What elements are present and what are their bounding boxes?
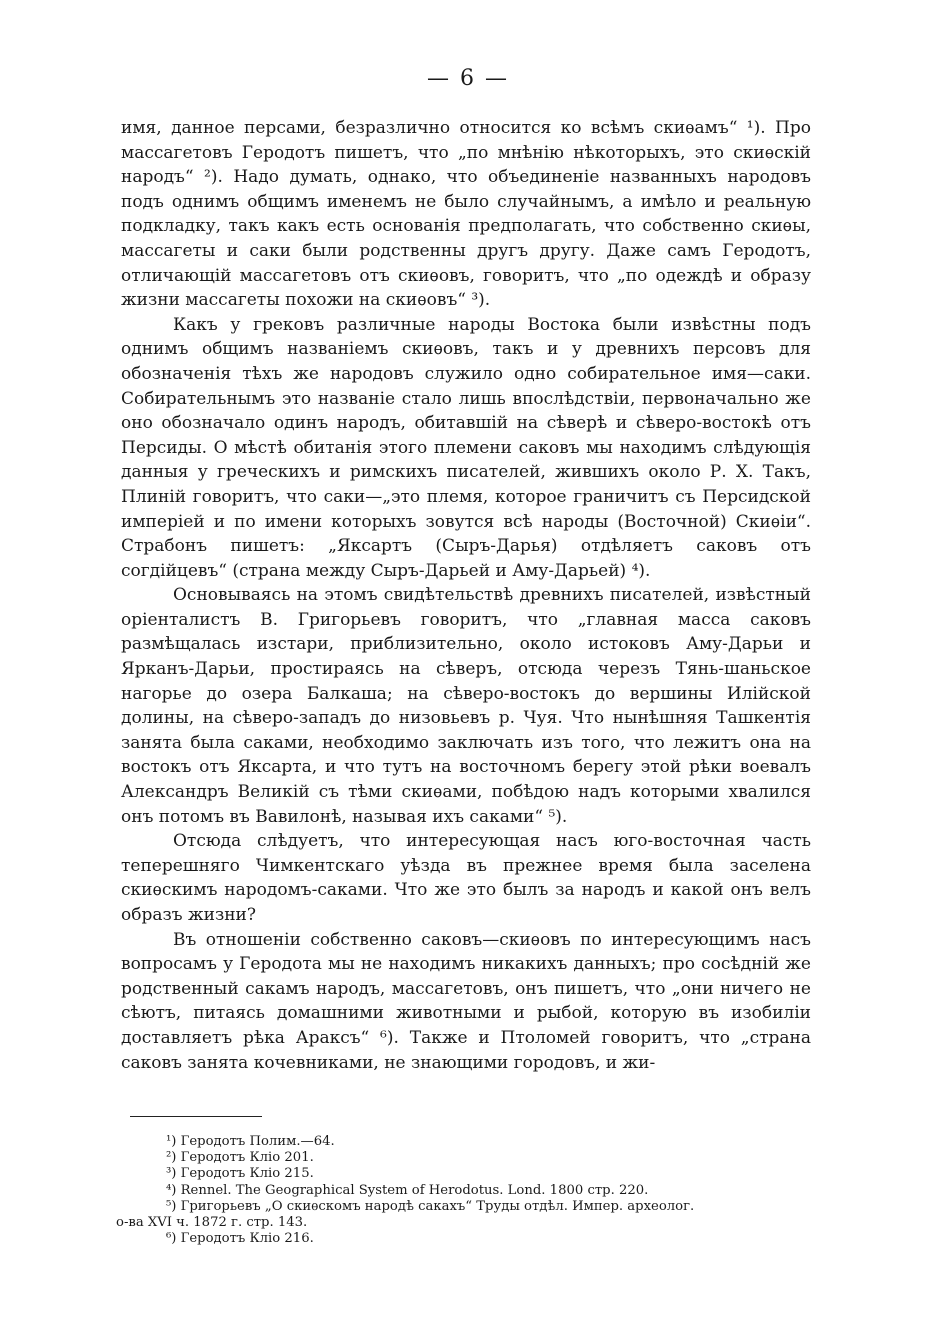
footnote-5: ⁵) Григорьевъ „О скиѳскомъ народѣ сакахъ“ Труды отдѣл. Импер. археолог. (166, 1198, 695, 1214)
footnote-2: ²) Геродотъ Кліо 201. (166, 1150, 314, 1166)
footnote-6: ⁶) Геродотъ Кліо 216. (166, 1231, 314, 1247)
paragraph-5: Въ отношеніи собственно саковъ—скиѳовъ по интересующимъ насъ вопросамъ у Геродота мы не находимъ никакихъ данныхъ; про сосѣдній же родственный сакамъ народъ, массагетовъ, онъ пишетъ, что „они ничего не сѣютъ, питаясь домашними животными и рыбой, которую въ изобиліи доставляетъ рѣка Араксъ“ ⁶). Также и Птоломей говоритъ, что „страна саковъ занята кочевниками, не знающими городовъ, и жи- (121, 929, 811, 1073)
body-text (121, 116, 811, 1075)
footnotes (116, 1134, 816, 1247)
footnote-3: ³) Геродотъ Кліо 215. (166, 1166, 314, 1182)
paragraph-4: Отсюда слѣдуетъ, что интересующая насъ юго-восточная часть теперешняго Чимкентскаго уѣзда въ прежнее время была заселена скиѳскимъ народомъ-саками. Что же это былъ за народъ и какой онъ велъ образъ жизни? (121, 831, 811, 925)
footnote-4: ⁴) Rennel. The Geographical System of Herodotus. Lond. 1800 стр. 220. (166, 1182, 649, 1198)
paragraph-1: имя, данное персами, безразлично относится ко всѣмъ скиѳамъ“ ¹). Про массагетовъ Геродотъ пишетъ, что „по мнѣнію нѣкоторыхъ, это скиѳскій народъ“ ²). Надо думать, однако, что объединеніе названныхъ народовъ подъ однимъ общимъ именемъ не было случайнымъ, а имѣло и реальную подкладку, такъ какъ есть основанія предполагать, что собственно скиѳы, массагеты и саки были родственны другъ другу. Даже самъ Геродотъ, отличающій массагетовъ отъ скиѳовъ, говоритъ, что „по одеждѣ и образу жизни массагеты похожи на скиѳовъ“ ³). (121, 118, 811, 311)
paragraph-3: Основываясь на этомъ свидѣтельствѣ древнихъ писателей, извѣстный оріенталистъ В. Григорьевъ говоритъ, что „главная масса саковъ размѣщалась изстари, приблизительно, около истоковъ Аму-Дарьи и Ярканъ-Дарьи, простираясь на сѣверъ, отсюда черезъ Тянь-шаньское нагорье до озера Балкаша; на сѣверо-востокъ до вершины Илійской долины, на сѣверо-западъ до низовьевъ р. Чуя. Что нынѣшняя Ташкентія занята была саками, необходимо заключать изъ того, что лежитъ она на востокъ отъ Яксарта, и что тутъ на восточномъ берегу этой рѣки воевалъ Александръ Великій съ тѣми скиѳами, побѣдою надъ которыми хвалился онъ потомъ въ Вавилонѣ, называя ихъ саками“ ⁵). (121, 585, 811, 827)
page-number: — 6 — (427, 66, 509, 91)
footnote-1: ¹) Геродотъ Полим.—64. (166, 1134, 335, 1149)
paragraph-2: Какъ у грековъ различные народы Востока были извѣстны подъ однимъ общимъ названіемъ скиѳовъ, такъ и у древнихъ персовъ для обозначенія тѣхъ же народовъ служило одно собирательное имя—саки. Собирательнымъ это названіе стало лишь впослѣдствіи, первоначально же оно обозначало одинъ народъ, обитавшій на сѣверѣ и сѣверо-востокѣ отъ Персиды. О мѣстѣ обитанія этого племени саковъ мы находимъ слѣдующія данныя у греческихъ и римскихъ писателей, жившихъ около Р. Х. Такъ, Плиній говоритъ, что саки—„это племя, которое граничитъ съ Персидской имперіей и по имени которыхъ зовутся всѣ народы (Восточной) Скиѳіи“. Страбонъ пишетъ: „Яксартъ (Сыръ-Дарья) отдѣляетъ саковъ отъ согдійцевъ“ (страна между Сыръ-Дарьей и Аму-Дарьей) ⁴). (121, 314, 811, 581)
footnote-divider (130, 1116, 262, 1117)
footnote-5-continuation: о-ва XVI ч. 1872 г. стр. 143. (116, 1215, 308, 1231)
